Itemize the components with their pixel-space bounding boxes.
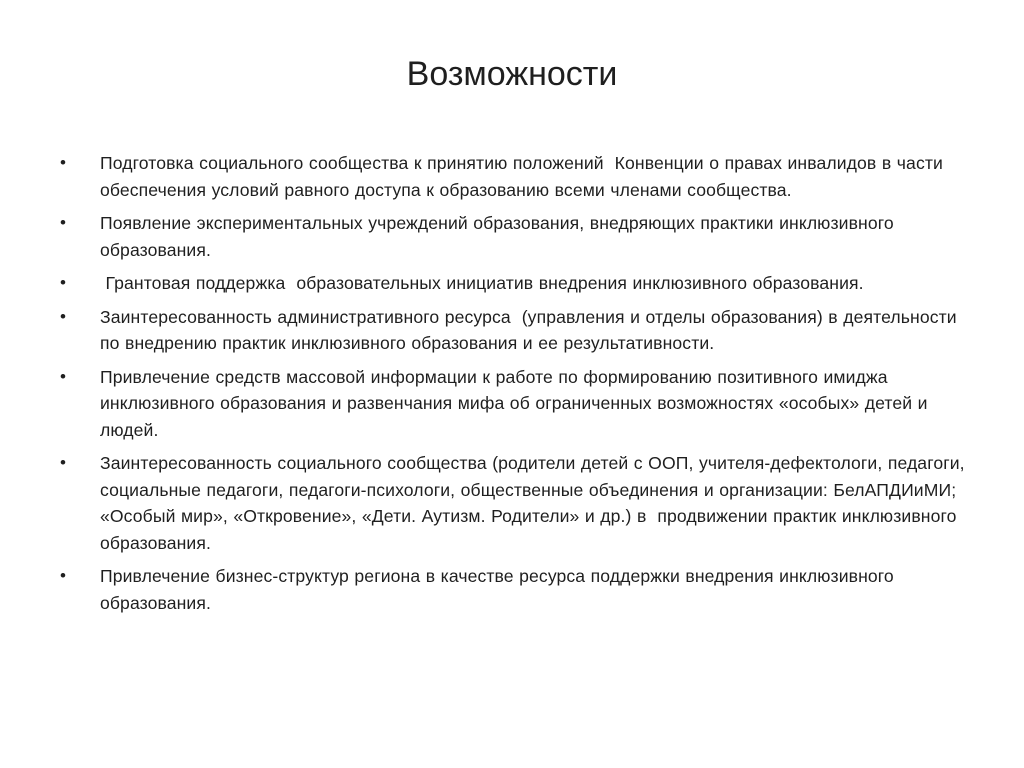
bullet-text: Привлечение средств массовой информации к работе по формированию позитивного имиджа инклюзивного образования и развенчания мифа об ограниченных возможностях «особых» детей и людей.	[100, 366, 934, 440]
bullet-text: Заинтересованность административного ресурса (управления и отделы образования) в деятельности по внедрению практик инклюзивного образования и ее результативности.	[100, 306, 963, 353]
bullet-item	[60, 563, 970, 616]
bullet-dot-icon: •	[60, 453, 67, 472]
bullet-item	[60, 270, 970, 297]
bullet-dot-icon: •	[60, 213, 67, 232]
bullet-item	[60, 210, 970, 263]
bullet-dot-icon: •	[60, 153, 67, 172]
bullet-text: Появление экспериментальных учреждений образования, внедряющих практики инклюзивного образования.	[100, 213, 900, 260]
bullet-dot-icon: •	[60, 273, 67, 292]
bullet-item	[60, 364, 970, 444]
bullet-dot-icon: •	[60, 306, 67, 326]
bullet-list	[60, 150, 970, 623]
slide-title: Возможности	[406, 55, 618, 93]
bullet-text: Привлечение бизнес-структур региона в качестве ресурса поддержки внедрения инклюзивного образования.	[100, 566, 900, 613]
bullet-text: Заинтересованность социального сообщества (родители детей с ООП, учителя-дефектологи, педагоги, социальные педагоги, педагоги-психологи, общественные объединения и организации: БелАПДИиМИ; «Особый мир», «Откровение», «Дети. Аутизм. Родители» и др.) в продвижении практик инклюзивного образования.	[100, 453, 971, 553]
bullet-dot-icon: •	[60, 566, 67, 585]
bullet-text: Грантовая поддержка образовательных инициатив внедрения инклюзивного образования.	[100, 273, 864, 293]
bullet-item	[60, 304, 970, 357]
bullet-text: Подготовка социального сообщества к принятию положений Конвенции о правах инвалидов в части обеспечения условий равного доступа к образованию всеми членами сообщества.	[100, 153, 949, 200]
bullet-item	[60, 450, 970, 556]
bullet-dot-icon: •	[60, 366, 67, 386]
bullet-item	[60, 150, 970, 203]
